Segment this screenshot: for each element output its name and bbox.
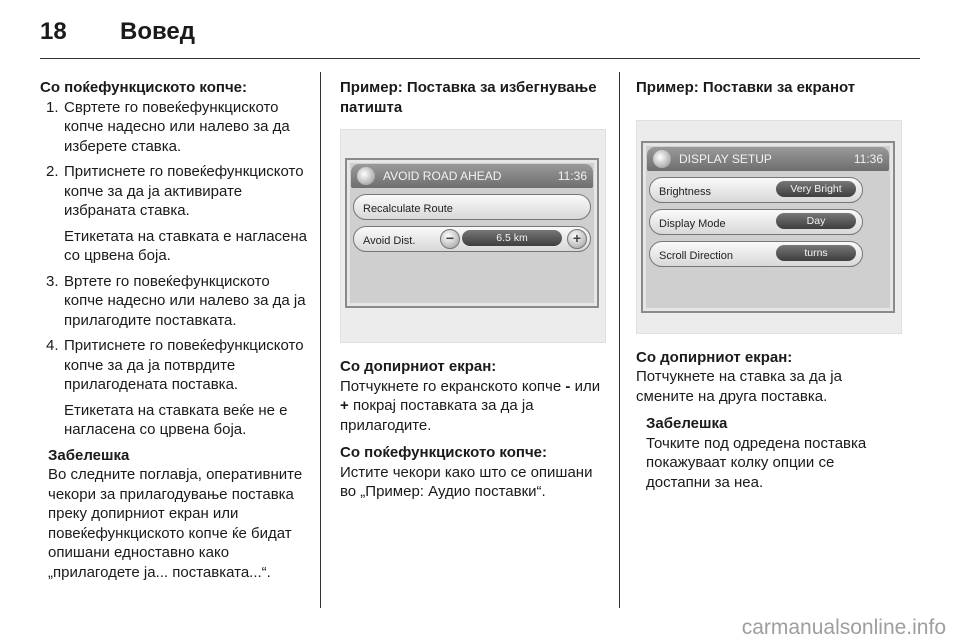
screen-titlebar xyxy=(647,147,889,171)
avoid-road-screenshot xyxy=(340,129,606,343)
column-1 xyxy=(40,78,312,582)
column-3 xyxy=(636,78,900,492)
touch-text-part: Потчукнете го екранското копче xyxy=(340,377,562,395)
minus-button[interactable]: − xyxy=(440,229,460,249)
display-setup-screenshot xyxy=(636,120,902,334)
brightness-value: Very Bright xyxy=(776,181,856,197)
note-block xyxy=(646,414,900,492)
home-icon xyxy=(357,167,375,185)
header-rule xyxy=(40,58,920,59)
step-text: Етикетата на ставката е нагласена со црвена боја. xyxy=(64,227,308,264)
step-number: 1. xyxy=(46,98,59,116)
display-screen xyxy=(641,141,895,313)
minus-symbol: - xyxy=(565,377,571,395)
row-label: Recalculate Route xyxy=(363,203,453,215)
row-label: Display Mode xyxy=(659,217,726,230)
touch-heading: Со допирниот екран: xyxy=(636,348,793,366)
row-label: Avoid Dist. xyxy=(363,235,416,247)
page-header xyxy=(40,18,195,46)
watermark: carmanualsonline.info xyxy=(741,616,946,639)
display-screen xyxy=(345,158,599,308)
step-item xyxy=(40,162,312,266)
step-item xyxy=(40,98,312,157)
brightness-row[interactable] xyxy=(649,177,863,203)
step-item xyxy=(40,272,312,331)
row-label: Scroll Direction xyxy=(659,249,733,262)
screen-time: 11:36 xyxy=(853,151,883,166)
note-title: Забелешка xyxy=(48,446,130,464)
step-text: Свртете го повеќефункциското копче надесно или налево за да изберете ставка. xyxy=(64,98,290,155)
touch-heading: Со допирниот екран: xyxy=(340,358,497,375)
home-icon xyxy=(653,150,671,168)
touch-text-part: покрај поставката за да ја прилагодите. xyxy=(340,397,534,434)
avoid-distance-row[interactable] xyxy=(353,226,591,252)
note-text: Во следните поглавја, оперативните чекори за прилагодување поставка преку допирниот екран или повеќефункциското копче ќе бидат опишани едноставно како „прилагодете ја... поставката...“. xyxy=(48,466,303,581)
scroll-direction-value: turns xyxy=(776,245,856,261)
screen-time: 11:36 xyxy=(557,169,587,183)
step-number: 4. xyxy=(46,337,59,354)
touch-text: Потчукнете на ставка за да ја смените на друга поставка. xyxy=(636,368,842,405)
steps-list xyxy=(40,98,312,440)
column-2 xyxy=(340,78,604,502)
column-divider-2 xyxy=(619,72,620,608)
knob-text: Истите чекори како што се опишани во „Пример: Аудио поставки“. xyxy=(340,463,593,500)
step-number: 3. xyxy=(46,272,59,290)
step-number: 2. xyxy=(46,163,59,180)
knob-heading: Со поќефункциското копче: xyxy=(340,444,548,461)
note-text: Точките под одредена поставка покажуваат колку опции се достапни за неа. xyxy=(646,434,867,491)
touch-text-part: или xyxy=(574,377,601,395)
screen-titlebar xyxy=(351,164,593,188)
note-block xyxy=(48,446,312,583)
screen-title: AVOID ROAD AHEAD xyxy=(383,169,502,183)
screen-title: DISPLAY SETUP xyxy=(679,151,772,166)
example-heading: Пример: Поставки за екранот xyxy=(636,79,856,96)
example-heading: Пример: Поставка за избегнување патишта xyxy=(340,79,597,116)
display-mode-row[interactable] xyxy=(649,209,863,235)
row-label: Brightness xyxy=(659,185,711,198)
note-title: Забелешка xyxy=(646,415,728,432)
plus-symbol: + xyxy=(340,397,349,414)
touch-text xyxy=(340,377,604,436)
plus-button[interactable]: + xyxy=(567,229,587,249)
step-text: Притиснете го повеќефункциското копче за да ја потврдите прилагодената поставка. xyxy=(64,337,304,393)
page-title: Вовед xyxy=(120,18,196,45)
knob-heading: Со поќефункциското копче: xyxy=(40,79,248,96)
display-mode-value: Day xyxy=(776,213,856,229)
step-text: Притиснете го повеќефункциското копче за да ја активирате избраната ставка. xyxy=(64,163,304,219)
step-text: Вртете го повеќефункциското копче надесно или налево за да ја прилагодите поставката. xyxy=(64,272,306,329)
step-text: Етикетата на ставката веќе не е нагласена со црвена боја. xyxy=(64,401,288,438)
step-item xyxy=(40,336,312,440)
column-divider-1 xyxy=(320,72,321,608)
distance-value: 6.5 km xyxy=(462,230,562,246)
scroll-direction-row[interactable] xyxy=(649,241,863,267)
recalculate-route-button[interactable] xyxy=(353,194,591,220)
page-number: 18 xyxy=(40,18,67,45)
